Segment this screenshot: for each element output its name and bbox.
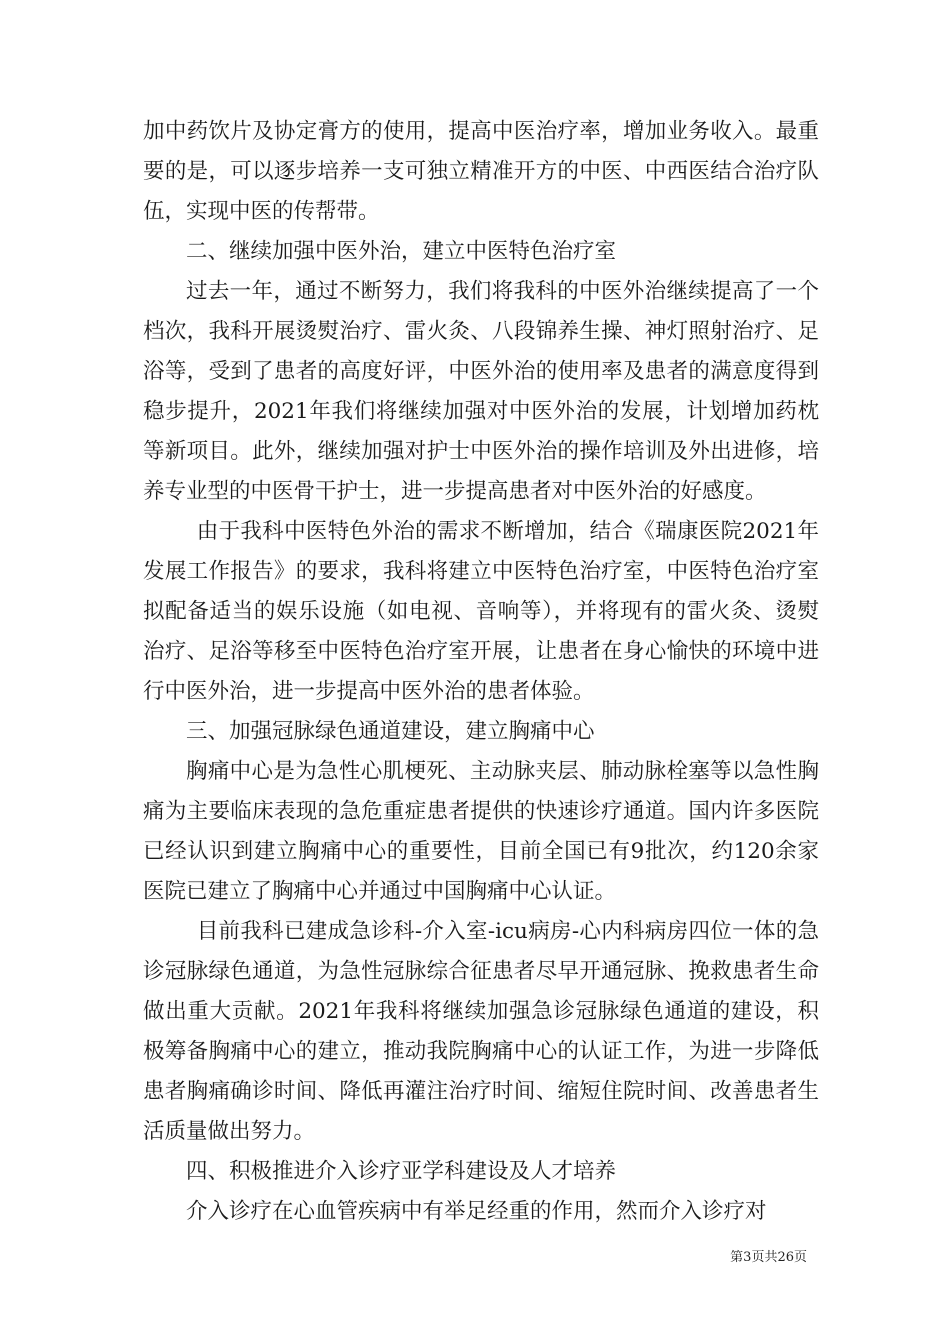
section-heading-3: 三、加强冠脉绿色通道建设，建立胸痛中心 xyxy=(186,719,595,744)
section-heading-2: 二、继续加强中医外治，建立中医特色治疗室 xyxy=(186,239,617,264)
paragraph: 目前我科已建成急诊科-介入室-icu病房-心内科病房四位一体的急诊冠脉绿色通道，为急性冠脉综合征患者尽早开通冠脉、挽救患者生命做出重大贡献。2021年我科将继续加强急诊冠脉绿色通道的建设，积极筹备胸痛中心的建立，推动我院胸痛中心的认证工作，为进一步降低患者胸痛确诊时间、降低再灌注治疗时间、缩短住院时间、改善患者生活质量做出努力。 xyxy=(143,919,819,1144)
paragraph: 介入诊疗在心血管疾病中有举足经重的作用，然而介入诊疗对 xyxy=(186,1199,767,1224)
paragraph: 胸痛中心是为急性心肌梗死、主动脉夹层、肺动脉栓塞等以急性胸痛为主要临床表现的急危重症患者提供的快速诊疗通道。国内许多医院已经认识到建立胸痛中心的重要性，目前全国已有9批次，约120余家医院已建立了胸痛中心并通过中国胸痛中心认证。 xyxy=(143,759,819,904)
paragraph: 由于我科中医特色外治的需求不断增加，结合《瑞康医院2021年发展工作报告》的要求，我科将建立中医特色治疗室，中医特色治疗室拟配备适当的娱乐设施（如电视、音响等），并将现有的雷火灸、烫熨治疗、足浴等移至中医特色治疗室开展，让患者在身心愉快的环境中进行中医外治，进一步提高中医外治的患者体验。 xyxy=(143,519,819,704)
paragraph: 过去一年，通过不断努力，我们将我科的中医外治继续提高了一个档次，我科开展烫熨治疗、雷火灸、八段锦养生操、神灯照射治疗、足浴等，受到了患者的高度好评，中医外治的使用率及患者的满意度得到稳步提升，2021年我们将继续加强对中医外治的发展，计划增加药枕等新项目。此外，继续加强对护士中医外治的操作培训及外出进修，培养专业型的中医骨干护士，进一步提高患者对中医外治的好感度。 xyxy=(143,279,819,504)
paragraph-continuation: 加中药饮片及协定膏方的使用，提高中医治疗率，增加业务收入。最重要的是，可以逐步培养一支可独立精准开方的中医、中西医结合治疗队伍，实现中医的传帮带。 xyxy=(143,119,819,224)
document-body xyxy=(143,112,819,1232)
section-heading-4: 四、积极推进介入诊疗亚学科建设及人才培养 xyxy=(186,1159,617,1184)
page-number: 第3页共26页 xyxy=(730,1250,807,1265)
